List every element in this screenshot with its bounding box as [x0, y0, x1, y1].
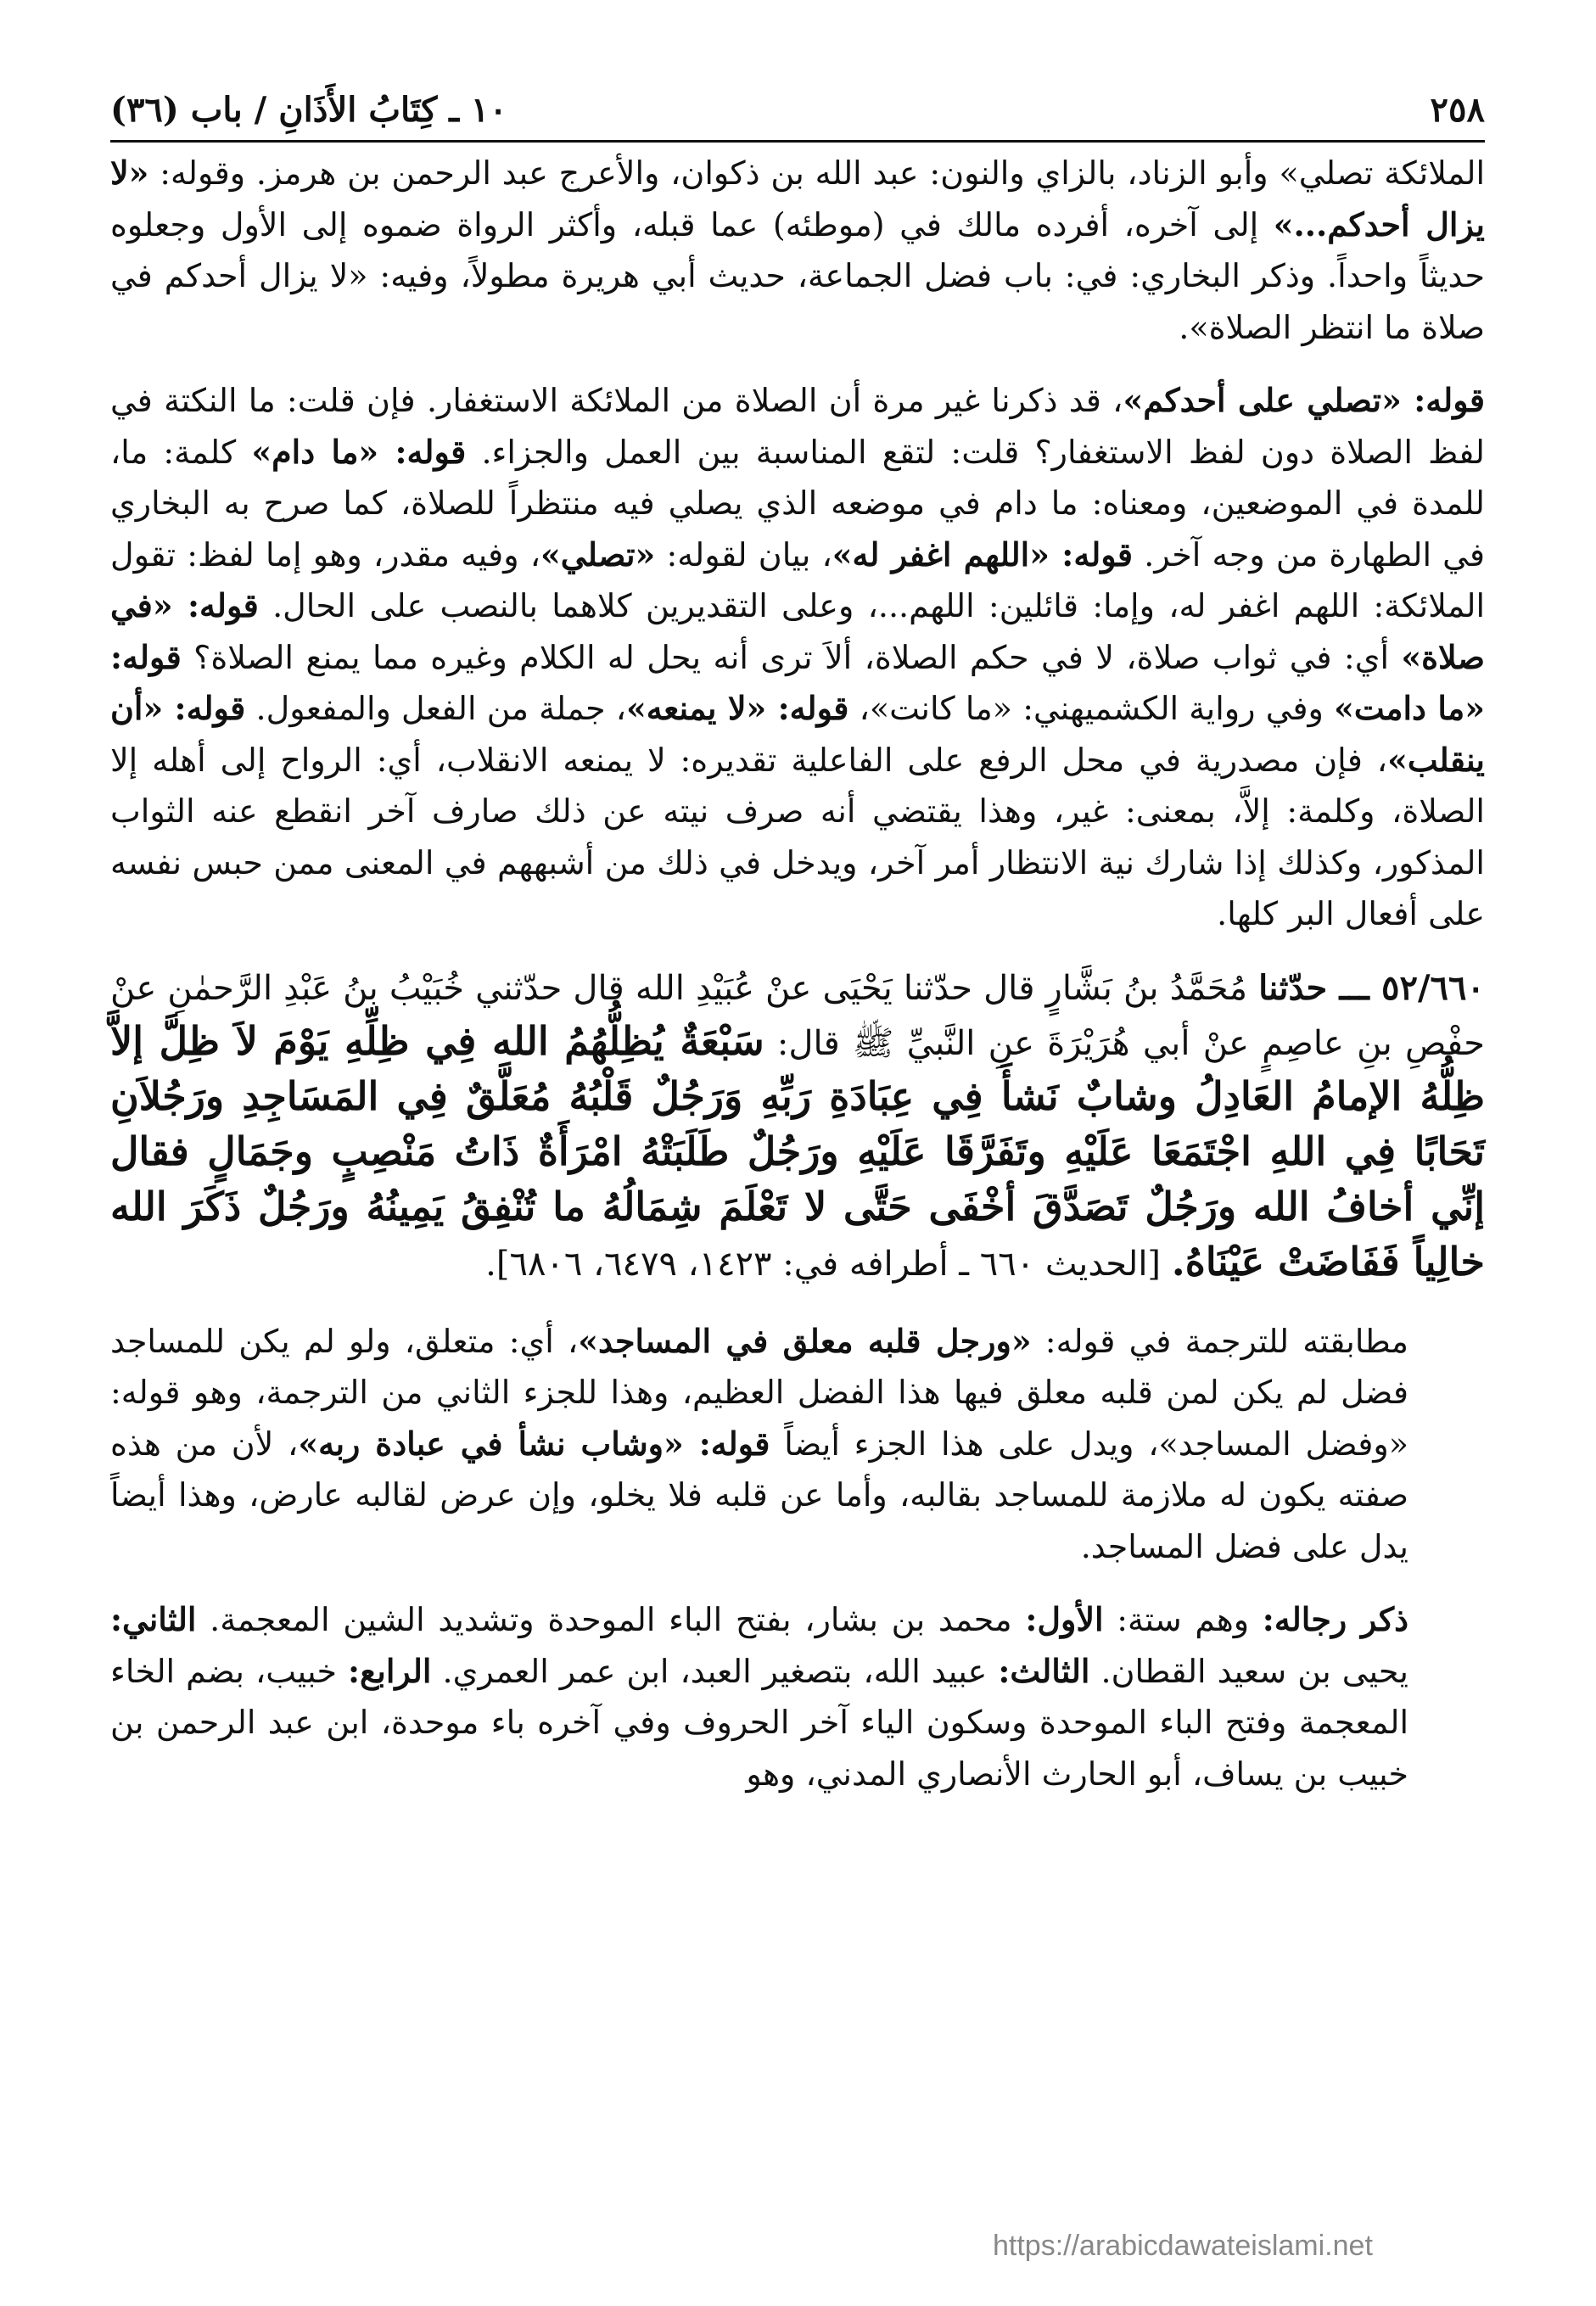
hadith-isnad-lead: حدّثنا [1258, 967, 1340, 1008]
text-segment-bold: قوله: [1401, 381, 1485, 419]
paragraph [110, 1316, 1485, 1573]
text-segment: وهم ستة: [1103, 1601, 1263, 1638]
text-segment-bold: «تصلي» [540, 535, 656, 574]
hadith-block [110, 962, 1485, 1290]
hadith-matn: سَبْعَةٌ يُظِلُّهُمُ الله فِي ظِلِّهِ يَوْمَ لاَ ظِلَّ إلاَّ ظِلُّهُ الإمامُ العَادِلُ وشابٌ نَشأَ فِي عِبَادَةِ رَبِّهِ وَرَجُلٌ قَلْبُهُ مُعَلَّقٌ فِي المَسَاجِدِ ورَجُلاَنِ تَحَابًا فِي اللهِ اجْتَمَعَا عَلَيْهِ وتَفَرَّقَا عَلَيْهِ ورَجُلٌ طَلَبَتْهُ امْرَأَةٌ ذَاتُ مَنْصِبٍ وجَمَالٍ فقال إنِّي أخافُ الله ورَجُلٌ تَصَدَّقَ أخْفَى حَتَّى لا تَعْلَمَ شِمَالُهُ ما تُنْفِقُ يَمِينُهُ ورَجُلٌ ذَكَرَ الله خالِياً فَفَاضَتْ عَيْنَاهُ. [110, 1017, 1485, 1285]
text-segment: مطابقته للترجمة في قوله: [1031, 1322, 1408, 1360]
text-segment-bold: الرابع: [348, 1651, 432, 1690]
text-segment-bold: «ورجل قلبه معلق في المساجد» [578, 1321, 1032, 1360]
text-segment: إلى آخره، أفرده مالك في (موطئه) عما قبله، وأكثر الرواة ضموه إلى الأول وجعلوه حديثاً واحداً. وذكر البخاري: في: باب فضل الجماعة، حديث أبي هريرة مطولاً، وفيه: «لا يزال أحدكم في صلاة ما انتظر الصلاة». [110, 205, 1485, 346]
paragraph [110, 148, 1485, 353]
hadith-references: [الحديث ٦٦٠ ـ أطرافه في: ١٤٢٣، ٦٤٧٩، ٦٨٠٦]. [485, 1244, 1172, 1284]
text-segment: عبيد الله، بتصغير العبد، ابن عمر العمري. [431, 1652, 999, 1690]
text-segment: محمد بن بشار، بفتح الباء الموحدة وتشديد الشين المعجمة. [196, 1601, 1026, 1638]
hadith-number: ٥٢/٦٦٠ ـــ [1339, 967, 1485, 1008]
text-segment: ، وفيه مقدر، وهو إما لفظ: تقول الملائكة: اللهم اغفر له، وإما: قائلين: اللهم...، وعلى التقديرين كلاهما بالنصب على الحال. [110, 535, 1486, 624]
text-segment-bold: قوله: «اللهم اغفر له» [832, 535, 1134, 574]
text-segment: ، جملة من الفعل والمفعول. [245, 690, 627, 727]
paragraph [110, 1594, 1485, 1799]
watermark-url: https://arabicdawateislami.net [993, 2230, 1373, 2262]
text-segment: وفي رواية الكشميهني: «ما كانت»، [848, 690, 1335, 727]
text-segment-bold: «لا يزال أحدكم...» [110, 154, 1485, 243]
page-header [110, 81, 1485, 143]
text-segment: خبيب، بضم الخاء المعجمة وفتح الباء الموحدة وسكون الياء آخر الحروف وفي آخره باء موحدة، ابن عبد الرحمن بن خبيب بن يساف، أبو الحارث الأنصاري المدني، وهو [110, 1652, 1408, 1793]
text-segment-bold: قوله: «ما دامت» [110, 637, 1485, 727]
text-segment-bold: الثالث: [998, 1651, 1090, 1690]
text-segment: أي: في ثواب صلاة، لا في حكم الصلاة، ألاَ ترى أنه يحل له الكلام وغيره مما يمنع الصلاة؟ [181, 638, 1402, 676]
text-segment-bold: قوله: «لا يمنعه» [626, 689, 849, 727]
text-segment: ، قد ذكرنا غير مرة أن الصلاة من الملائكة الاستغفار. فإن قلت: ما النكتة في لفظ الصلاة دون لفظ الاستغفار؟ قلت: لتقع المناسبة بين العمل والجزاء. [110, 382, 1485, 471]
text-segment-bold: قوله: «أن ينقلب» [110, 689, 1485, 779]
running-title: ١٠ ـ كِتَابُ الأَذَانِ / باب (٣٦) [110, 90, 507, 130]
text-segment-bold: «تصلي على أحدكم» [1123, 381, 1402, 419]
text-segment: كلمة: ما، للمدة في الموضعين، ومعناه: ما دام في موضعه الذي يصلي فيه منتظراً للصلاة، كما صرح به البخاري في الطهارة من وجه آخر. [110, 433, 1486, 574]
hadith-isnad: مُحَمَّدُ بنُ بَشَّارٍ قال حدّثنا يَحْيَى عنْ عُبَيْدِ الله قال حدّثني خُبَيْبُ بنُ عَبْدِ الرَّحمٰنِ عنْ حفْصِ بنِ عاصِمٍ عنْ أبي هُرَيْرَةَ عنِ النَّبيِّ ﷺ قال: [110, 968, 1485, 1063]
page-number: ٢٥٨ [1430, 90, 1485, 130]
text-segment-bold: قوله: «في صلاة» [110, 586, 1485, 676]
paragraph [110, 375, 1485, 940]
text-segment-bold: قوله: «ما دام» [251, 432, 467, 471]
text-segment-bold: ذكر رجاله: [1262, 1600, 1409, 1638]
text-segment-bold: الأول: [1025, 1600, 1104, 1638]
text-segment: الملائكة تصلي» وأبو الزناد، بالزاي والنون: عبد الله بن ذكوان، والأعرج عبد الرحمن بن هرمز. وقوله: [148, 154, 1485, 192]
book-page [110, 81, 1485, 2253]
text-segment-bold: الثاني: [110, 1600, 197, 1638]
text-segment: ، أي: متعلق، ولو لم يكن للمساجد فضل لم يكن لمن قلبه معلق فيها هذا الفضل العظيم، وهذا للجزء الثاني من الترجمة، وهو قوله: «وفضل المساجد»، ويدل على هذا الجزء أيضاً [110, 1322, 1408, 1463]
text-segment: ، لأن من هذه صفته يكون له ملازمة للمساجد بقالبه، وأما عن قلبه فلا يخلو، وإن عرض لقالبه عارض، وهذا أيضاً يدل على فضل المساجد. [110, 1424, 1408, 1565]
text-segment: ، بيان لقوله: [655, 535, 832, 574]
text-segment: ، فإن مصدرية في محل الرفع على الفاعلية تقديره: لا يمنعه الانقلاب، أي: الرواح إلى أهله إلا الصلاة، وكلمة: إلاَّ، بمعنى: غير، وهذا يقتضي أنه صرف نيته عن ذلك صارف آخر انقطع عنه الثواب المذكور، وكذلك إذا شارك نية الانتظار أمر آخر، ويدخل في ذلك من أشبههم في المعنى ممن حبس نفسه على أفعال البر كلها. [110, 741, 1485, 932]
text-segment: يحيى بن سعيد القطان. [1089, 1652, 1409, 1690]
page-content [110, 143, 1485, 1799]
text-segment-bold: قوله: «وشاب نشأ في عبادة ربه» [298, 1424, 770, 1463]
